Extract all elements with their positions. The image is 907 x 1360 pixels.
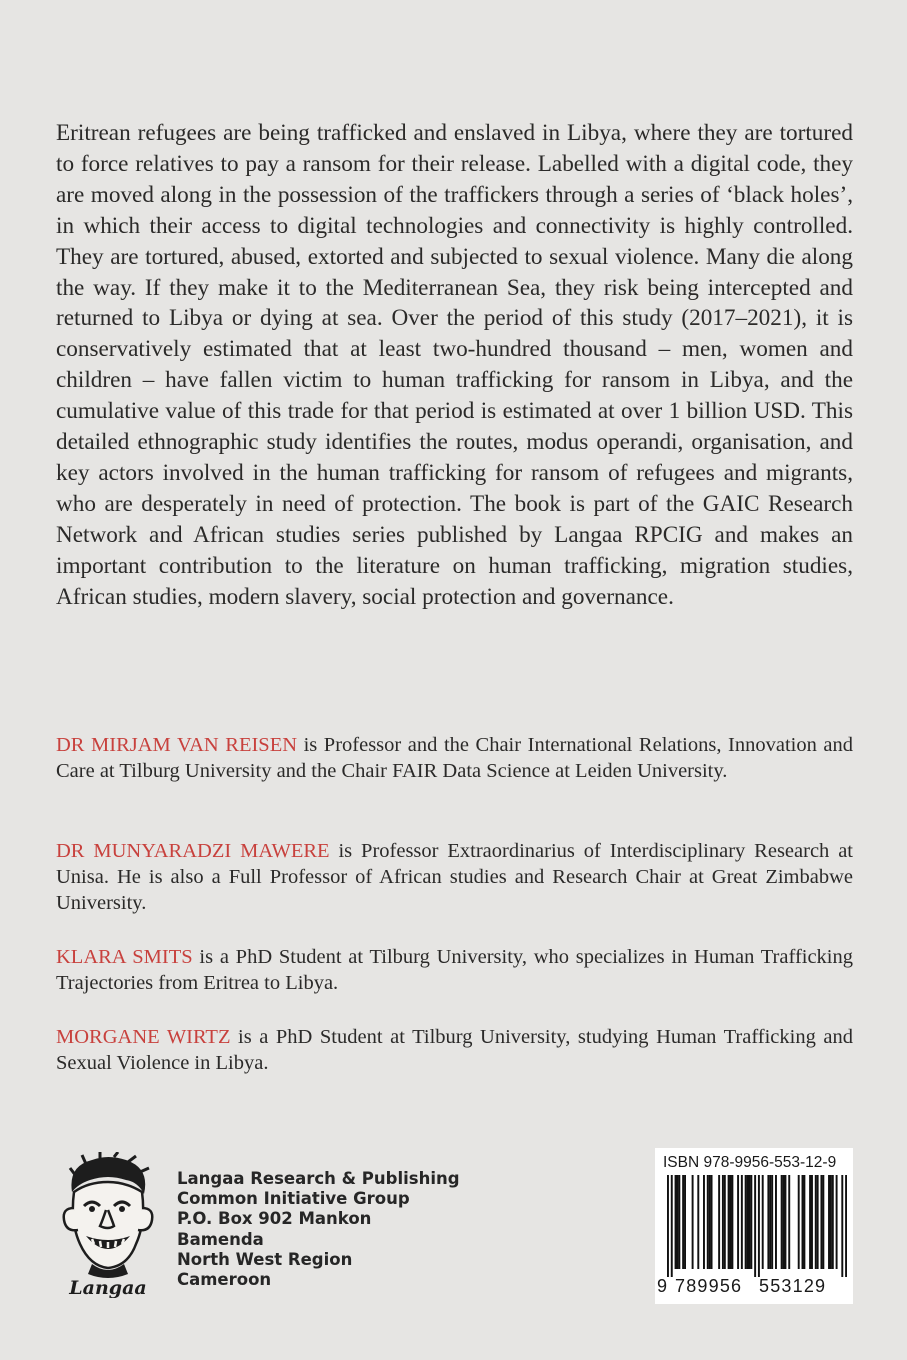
barcode-bar [828, 1175, 830, 1269]
isbn-label: ISBN 978-9956-553-12-9 [663, 1154, 837, 1171]
publisher-address [177, 1169, 460, 1290]
barcode-bar [815, 1175, 817, 1269]
barcode-bar [676, 1175, 678, 1269]
publisher-line: Bamenda [177, 1229, 264, 1249]
barcode-bar [788, 1175, 790, 1269]
logo-label: Langaa [69, 1277, 147, 1298]
publisher-line: P.O. Box 902 Mankon [177, 1209, 372, 1229]
barcode-bar [703, 1175, 705, 1269]
barcode-bar [771, 1175, 773, 1269]
barcode-bar [667, 1175, 669, 1277]
barcode-bar [775, 1175, 777, 1269]
barcode-bar [682, 1175, 684, 1269]
barcode-bar [750, 1175, 752, 1269]
barcode-bar [745, 1175, 747, 1269]
barcode-digit-group: 553129 [759, 1276, 827, 1296]
barcode-bar [767, 1175, 769, 1269]
barcode-bar [830, 1175, 832, 1269]
publisher-line: Cameroon [177, 1270, 272, 1290]
author-bio-wirtz [56, 1024, 853, 1076]
author-description: is Professor Extraordinarius of Interdisciplinary Research at Unisa. He is also a Full Professor of African studies and Research Chair at Great Zimbabwe University. [56, 840, 853, 915]
barcode-bar [798, 1175, 800, 1269]
barcode-bar [730, 1175, 732, 1269]
publisher-line: North West Region [177, 1249, 353, 1269]
back-cover-blurb: Eritrean refugees are being trafficked and enslaved in Libya, where they are tortured to force relatives to pay a ransom for their release. Labelled with a digital code, they are moved along in the possession of the traffickers through a series of ‘black holes’, in which their access to digital technologies and connectivity is highly controlled. They are tortured, abused, extorted and subjected to sexual violence. Many die along the way. If they make it to the Mediterranean Sea, they risk being intercepted and returned to Libya or dying at sea. Over the period of this study (2017–2021), it is conservatively estimated that at least two-hundred thousand – men, women and children – have fallen victim to human trafficking for ransom in Libya, and the cumulative value of this trade for that period is estimated at over 1 billion USD. This detailed ethnographic study identifies the routes, modus operandi, organisation, and key actors involved in the human trafficking for ransom of refugees and migrants, who are desperately in need of protection. The book is part of the GAIC Research Network and African studies series published by Langaa RPCIG and makes an important contribution to the literature on human trafficking, migration studies, African studies, modern slavery, social protection and governance. [56, 120, 853, 610]
barcode-bar [820, 1175, 822, 1269]
barcode-bar [811, 1175, 813, 1269]
author-bio-mawere [56, 838, 853, 917]
barcode-bar [783, 1175, 785, 1269]
author-name: DR MUNYARADZI MAWERE [56, 840, 330, 862]
barcode-bar [803, 1175, 805, 1269]
barcode-bar [845, 1175, 847, 1277]
author-bio-smits [56, 944, 853, 996]
barcode-bar [728, 1175, 730, 1269]
barcode-bar [724, 1175, 726, 1269]
author-description: is a PhD Student at Tilburg University, who specializes in Human Trafficking Trajectories from Eritrea to Libya. [56, 946, 854, 995]
barcode-bar [832, 1175, 834, 1269]
author-name: KLARA SMITS [56, 946, 193, 968]
author-bio-van-reisen [56, 732, 853, 784]
barcode-bar [762, 1175, 764, 1269]
publisher-line: Common Initiative Group [177, 1189, 410, 1209]
barcode-bar [836, 1175, 838, 1269]
barcode-bar [747, 1175, 749, 1269]
barcode-bar [697, 1175, 699, 1269]
barcode-bar [817, 1175, 819, 1269]
barcode-bar [758, 1175, 760, 1277]
barcode-bar [737, 1175, 739, 1269]
barcode-bar [748, 1175, 750, 1269]
barcode-bar [731, 1175, 733, 1269]
barcode-digit-lead: 9 [657, 1276, 669, 1296]
author-description: is a PhD Student at Tilburg University, studying Human Trafficking and Sexual Violence in Libya. [56, 1026, 853, 1075]
barcode-bar [678, 1175, 680, 1269]
author-name: MORGANE WIRTZ [56, 1026, 231, 1048]
author-name: DR MIRJAM VAN REISEN [56, 734, 298, 756]
barcode-bar [707, 1175, 709, 1269]
barcode-bar [754, 1175, 756, 1277]
barcode-bar [675, 1175, 677, 1269]
barcode-bar [718, 1175, 720, 1269]
barcode-bar [741, 1175, 743, 1269]
isbn-barcode [655, 1148, 853, 1304]
barcode-bar [709, 1175, 711, 1269]
barcode-bars [667, 1175, 847, 1277]
barcode-bar [802, 1175, 804, 1269]
barcode-bar [692, 1175, 694, 1269]
barcode-bar [711, 1175, 713, 1269]
barcode-bar [841, 1175, 843, 1277]
barcode-bar [809, 1175, 811, 1269]
barcode-bar [684, 1175, 686, 1269]
barcode-bar [822, 1175, 824, 1269]
barcode-bar [784, 1175, 786, 1269]
author-description: is Professor and the Chair International Relations, Innovation and Care at Tilburg University and the Chair FAIR Data Science at Leiden University. [56, 734, 853, 783]
barcode-bar [781, 1175, 783, 1269]
publisher-line: Langaa Research & Publishing [177, 1169, 460, 1188]
barcode-bar [671, 1175, 673, 1277]
barcode-bar [769, 1175, 771, 1269]
langaa-logo-icon [56, 1152, 160, 1298]
barcode-digit-group: 789956 [675, 1276, 743, 1296]
barcode-bar [722, 1175, 724, 1269]
